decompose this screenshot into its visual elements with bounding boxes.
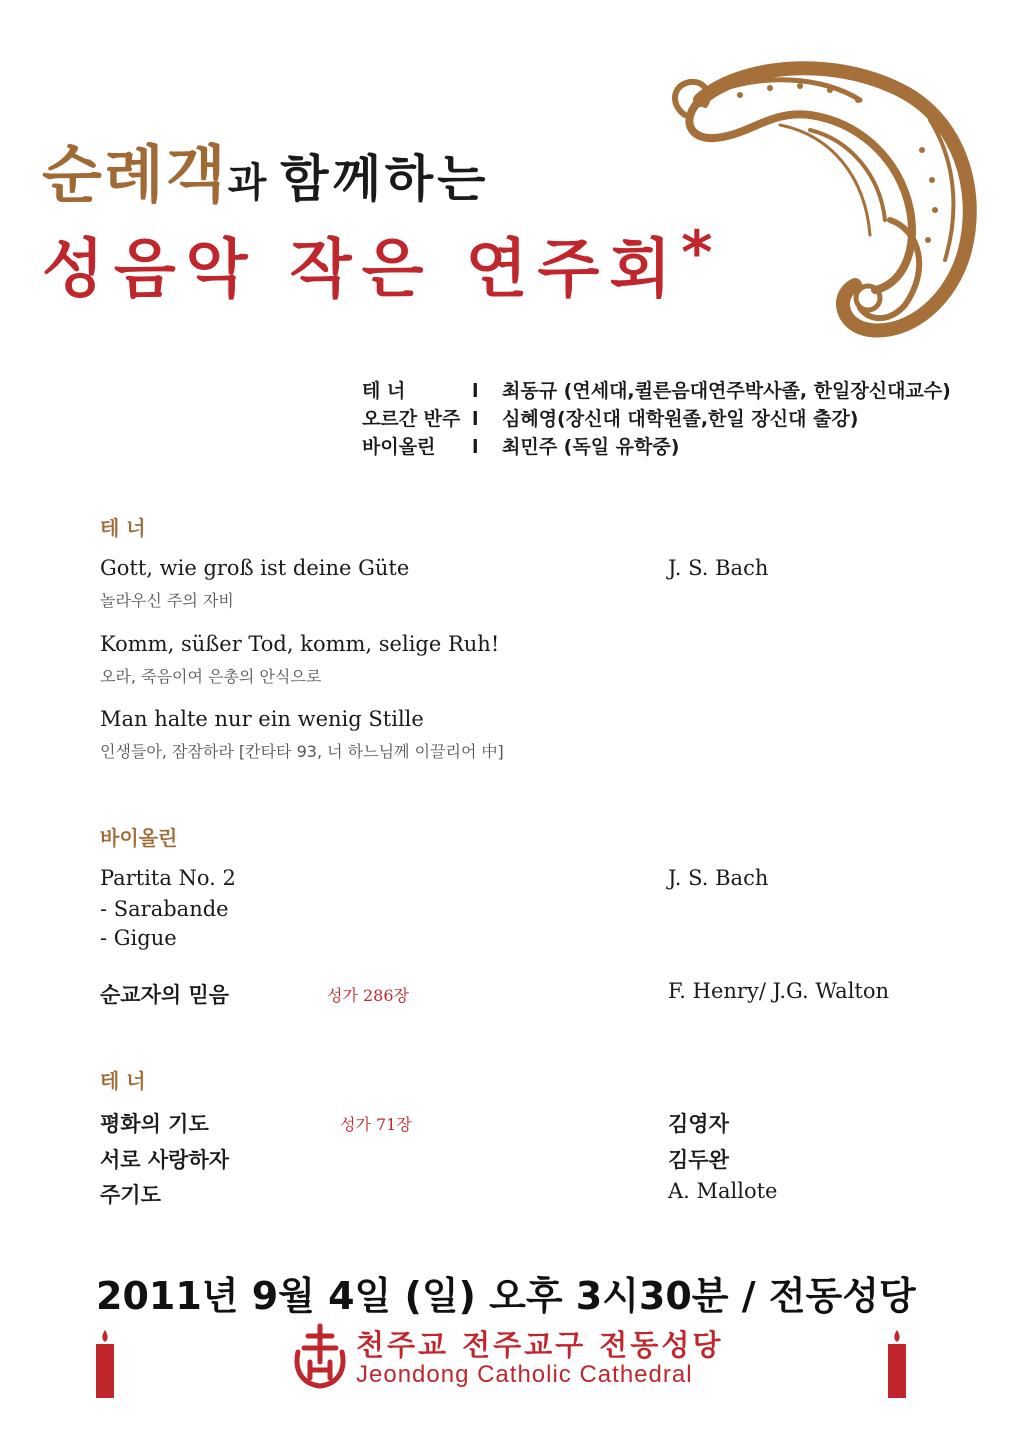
performer-desc: 최동규 (연세대,퀼른음대연주박사졸, 한일장신대교수) bbox=[502, 380, 951, 402]
performer-list bbox=[362, 377, 951, 461]
work-title: Partita No. 2 bbox=[100, 866, 236, 890]
acanthus-scroll-ornament bbox=[660, 60, 980, 350]
work-title: 주기도 bbox=[100, 1182, 161, 1207]
performer-separator: l bbox=[472, 436, 479, 458]
hymn-number: 성가 71장 bbox=[340, 1115, 412, 1134]
section-heading-tenor-1: 테 너 bbox=[100, 516, 146, 540]
candle-icon bbox=[94, 1328, 116, 1398]
work-title: 평화의 기도 bbox=[100, 1111, 209, 1136]
work-composer: 김영자 bbox=[668, 1111, 729, 1136]
work-subtitle: 오라, 죽음이여 은총의 안식으로 bbox=[100, 667, 322, 686]
section-heading-violin: 바이올린 bbox=[100, 826, 178, 850]
performer-separator: l bbox=[472, 380, 479, 402]
title-line-1 bbox=[42, 125, 489, 214]
organization-name-korean: 천주교 전주교구 전동성당 bbox=[356, 1328, 724, 1362]
work-title: Man halte nur ein wenig Stille bbox=[100, 707, 424, 731]
candle-icon bbox=[886, 1328, 908, 1398]
organization-name-english: Jeondong Catholic Cathedral bbox=[356, 1361, 693, 1388]
work-subtitle: 인생들아, 잠잠하라 [칸타타 93, 너 하느님께 이끌리어 中] bbox=[100, 742, 504, 761]
work-movement: - Gigue bbox=[100, 926, 177, 950]
performer-separator: l bbox=[472, 408, 479, 430]
performer-role: 테 너 bbox=[362, 380, 406, 402]
title-brown-word: 순례객 bbox=[42, 138, 228, 211]
work-title: Komm, süßer Tod, komm, selige Ruh! bbox=[100, 632, 500, 656]
performer-role: 바이올린 bbox=[362, 436, 436, 458]
title-together: 함께하는 bbox=[280, 150, 490, 208]
performer-row-violin bbox=[362, 433, 951, 461]
work-composer: J. S. Bach bbox=[668, 556, 769, 580]
event-date-venue: 2011년 9월 4일 (일) 오후 3시30분 / 전동성당 bbox=[96, 1274, 916, 1318]
work-title: Gott, wie groß ist deine Güte bbox=[100, 556, 410, 580]
work-movement: - Sarabande bbox=[100, 897, 229, 921]
title-line-2 bbox=[42, 218, 713, 310]
performer-role: 오르간 반주 bbox=[362, 408, 461, 430]
hymn-number: 성가 286장 bbox=[327, 986, 409, 1005]
cathedral-logo-icon bbox=[290, 1322, 350, 1390]
work-subtitle: 놀라우신 주의 자비 bbox=[100, 591, 234, 610]
performer-row-tenor bbox=[362, 377, 951, 405]
work-composer: J. S. Bach bbox=[668, 866, 769, 890]
title-asterisk: * bbox=[681, 218, 713, 288]
work-composer: A. Mallote bbox=[668, 1179, 778, 1203]
work-composer: F. Henry/ J.G. Walton bbox=[668, 979, 890, 1003]
work-title: 순교자의 믿음 bbox=[100, 982, 230, 1007]
performer-desc: 심혜영(장신대 대학원졸,한일 장신대 출강) bbox=[502, 408, 859, 430]
performer-desc: 최민주 (독일 유학중) bbox=[502, 436, 680, 458]
performer-row-organ bbox=[362, 405, 951, 433]
title-particle: 과 bbox=[227, 160, 281, 206]
title-concert: 성음악 작은 연주회 bbox=[42, 233, 682, 307]
work-title: 서로 사랑하자 bbox=[100, 1147, 230, 1172]
section-heading-tenor-2: 테 너 bbox=[100, 1069, 146, 1093]
work-composer: 김두완 bbox=[668, 1147, 729, 1172]
